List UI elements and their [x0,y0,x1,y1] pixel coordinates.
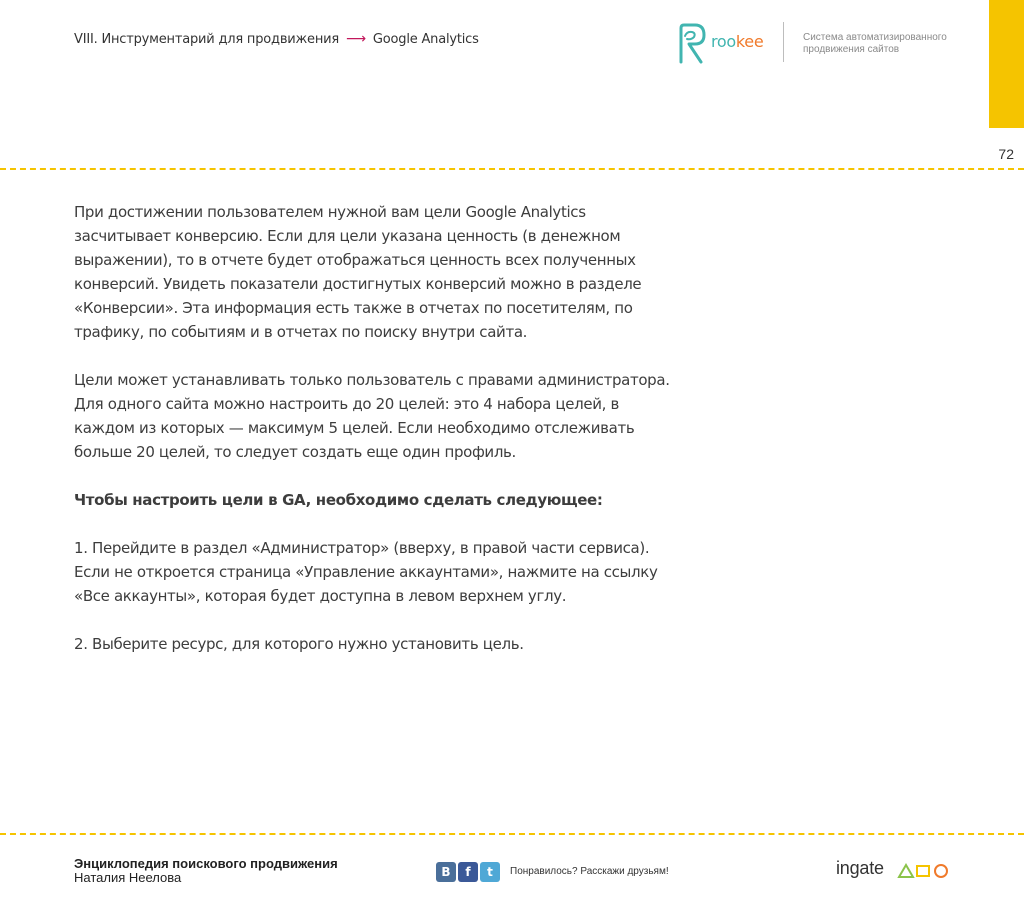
brand-name: rookee [711,32,764,51]
paragraph-bold: Чтобы настроить цели в GA, необходимо сделать следующее: [74,491,603,509]
header-divider [783,22,784,62]
footer-author: Наталия Неелова [74,870,182,885]
divider-bottom [0,833,1024,835]
arrow-right-icon: ⟶ [346,31,366,47]
footer-title: Энциклопедия поискового продвижения [74,856,338,871]
rookee-r-icon [675,22,707,64]
page-number: 72 [998,146,1014,162]
breadcrumb-section: VIII. Инструментарий для продвижения [74,31,340,47]
social-buttons [436,862,500,882]
vk-icon[interactable]: B [436,862,456,882]
breadcrumb [74,31,479,47]
facebook-icon[interactable]: f [458,862,478,882]
paragraph: Цели может устанавливать только пользователь с правами администратора. Для одного сайта можно настроить до 20 целей: это 4 набора целей, в каждом из которых — максимум 5 целей. Если необходимо отслеживать больше 20 целей, то следует создать еще один профиль. [74,371,670,461]
breadcrumb-topic: Google Analytics [372,31,479,47]
rookee-logo[interactable] [675,22,767,66]
ingate-decor-icon [897,862,953,880]
body-text [74,200,674,680]
brand-tagline: Система автоматизированного продвижения сайтов [803,32,947,55]
share-text: Понравилось? Расскажи друзьям! [510,866,669,877]
twitter-icon[interactable]: t [480,862,500,882]
yellow-tab [989,0,1024,128]
paragraph: 1. Перейдите в раздел «Администратор» (вверху, в правой части сервиса). Если не откроется страница «Управление аккаунтами», нажмите на ссылку «Все аккаунты», которая будет доступна в левом верхнем углу. [74,539,658,605]
paragraph: При достижении пользователем нужной вам цели Google Analytics засчитывает конверсию. Если для цели указана ценность (в денежном выражении), то в отчете будет отображаться ценность всех полученных конверсий. Увидеть показатели достигнутых конверсий можно в разделе «Конверсии». Эта информация есть также в отчетах по посетителям, по трафику, по событиям и в отчетах по поиску внутри сайта. [74,203,642,341]
paragraph: 2. Выберите ресурс, для которого нужно установить цель. [74,635,524,653]
divider-top [0,168,1024,170]
ingate-logo[interactable]: ingate [836,858,884,878]
